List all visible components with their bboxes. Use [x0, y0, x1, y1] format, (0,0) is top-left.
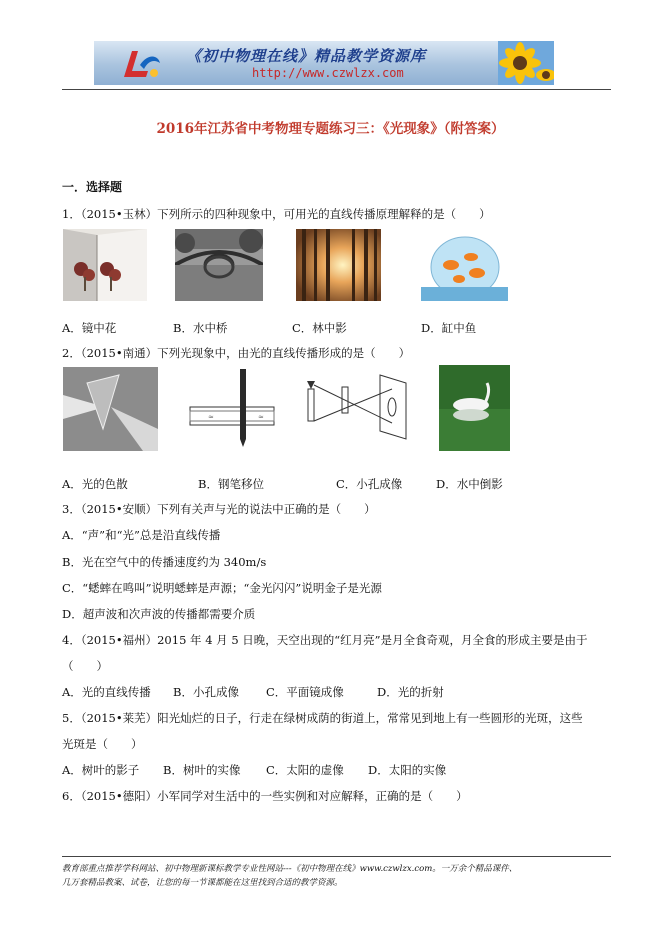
- question-4-stem: 4．（2015•福州）2015 年 4 月 5 日晚，天空出现的“红月亮”是月全食奇观，月全食的形成主要是由于: [62, 633, 588, 647]
- fishbowl-image: [421, 229, 508, 301]
- question-1-stem: 1．（2015•玉林）下列所示的四种现象中，可用光的直线传播原理解释的是（ ）: [62, 207, 491, 221]
- question-4-option-d[interactable]: D．光的折射: [377, 685, 444, 699]
- question-3-option-c[interactable]: C．“蟋蟀在鸣叫”说明蟋蟀是声源；“金光闪闪”说明金子是光源: [62, 581, 382, 595]
- question-4-option-a[interactable]: A．光的直线传播: [62, 685, 151, 699]
- sunflower-image: [498, 41, 554, 85]
- water-bridge-image: [175, 229, 263, 301]
- question-5-option-d[interactable]: D．太阳的实像: [368, 763, 447, 777]
- document-title: 2016年江苏省中考物理专题练习三：《光现象》（附答案）: [156, 121, 505, 137]
- pinhole-image: [296, 367, 411, 445]
- question-3-option-a[interactable]: A．“声”和“光”总是沿直线传播: [62, 528, 221, 542]
- svg-text:≈: ≈: [208, 413, 214, 421]
- header-divider: [62, 89, 611, 90]
- question-3-option-b[interactable]: B．光在空气中的传播速度约为 340m/s: [62, 555, 267, 569]
- question-5-option-a[interactable]: A．树叶的影子: [62, 763, 140, 777]
- svg-text:≈: ≈: [258, 413, 264, 421]
- footer-line-1: 教育部重点推荐学科网站、初中物理新课标教学专业性网站---《初中物理在线》www.czwlzx.com。一万余个精品课件、: [62, 864, 518, 874]
- banner-title: 《初中物理在线》精品教学资源库: [186, 47, 427, 65]
- question-5-stem: 5．（2015•莱芜）阳光灿烂的日子，行走在绿树成荫的街道上，常常见到地上有一些圆形的光斑，这些: [62, 711, 583, 725]
- header-banner: [94, 41, 554, 85]
- question-3-option-d[interactable]: D．超声波和次声波的传播都需要介质: [62, 607, 256, 621]
- question-1-option-a[interactable]: A．镜中花: [62, 321, 117, 335]
- prism-dispersion-image: [63, 367, 158, 451]
- forest-shadow-image: [296, 229, 381, 301]
- question-5-option-b[interactable]: B．树叶的实像: [163, 763, 241, 777]
- pen-shift-image: [188, 367, 277, 447]
- question-6-stem: 6．（2015•德阳）小军同学对生活中的一些实例和对应解释，正确的是（ ）: [62, 789, 468, 803]
- question-5-stem-cont: 光斑是（ ）: [62, 737, 143, 751]
- question-1-option-d[interactable]: D．缸中鱼: [421, 321, 477, 335]
- site-logo-icon: [118, 47, 162, 81]
- question-1-option-b[interactable]: B．水中桥: [173, 321, 228, 335]
- question-5-option-c[interactable]: C．太阳的虚像: [266, 763, 344, 777]
- question-4-option-b[interactable]: B．小孔成像: [173, 685, 239, 699]
- banner-url[interactable]: http://www.czwlzx.com: [252, 66, 404, 80]
- mirror-flower-image: [63, 229, 147, 301]
- footer-divider: [62, 856, 611, 857]
- question-2-option-a[interactable]: A．光的色散: [62, 477, 128, 491]
- question-4-stem-cont: （ ）: [62, 659, 108, 673]
- question-2-option-d[interactable]: D．水中倒影: [436, 477, 503, 491]
- question-3-stem: 3．（2015•安顺）下列有关声与光的说法中正确的是（ ）: [62, 502, 376, 516]
- question-2-option-b[interactable]: B．钢笔移位: [198, 477, 264, 491]
- question-4-option-c[interactable]: C．平面镜成像: [266, 685, 344, 699]
- section-heading: 一．选择题: [62, 180, 123, 194]
- swan-reflection-image: [439, 365, 510, 451]
- footer-line-2: 几万套精品教案、试卷，让您的每一节课都能在这里找到合适的教学资源。: [62, 878, 343, 888]
- question-2-option-c[interactable]: C．小孔成像: [336, 477, 403, 491]
- question-1-option-c[interactable]: C．林中影: [292, 321, 347, 335]
- question-2-stem: 2．（2015•南通）下列光现象中，由光的直线传播形成的是（ ）: [62, 346, 411, 360]
